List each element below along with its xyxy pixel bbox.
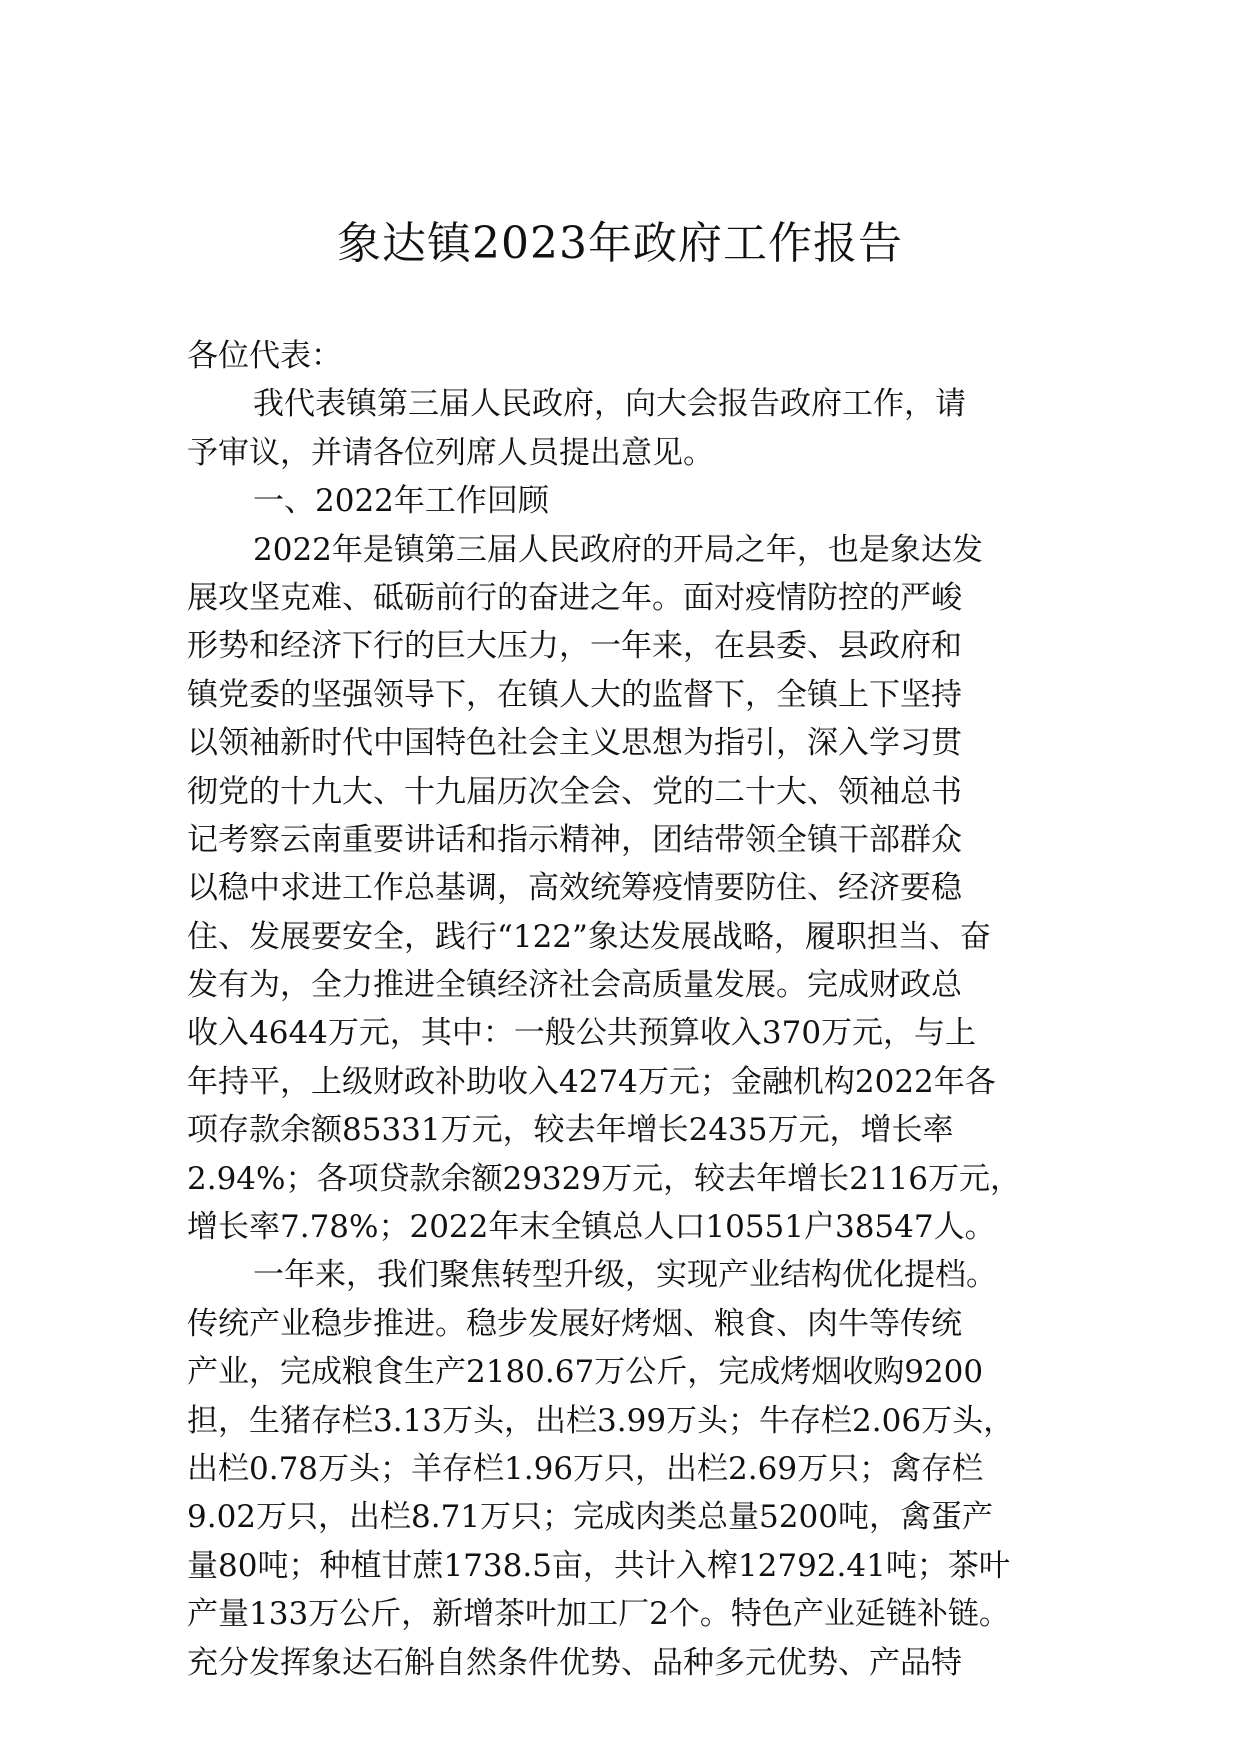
paragraph-line: 予审议，并请各位列席人员提出意见。 bbox=[187, 434, 714, 471]
paragraph-line: 传统产业稳步推进。稳步发展好烤烟、粮食、肉牛等传统 bbox=[187, 1305, 962, 1342]
paragraph-line: 住、发展要安全，践行“122”象达发展战略，履职担当、奋 bbox=[187, 918, 991, 955]
paragraph-line: 发有为，全力推进全镇经济社会高质量发展。完成财政总 bbox=[187, 967, 962, 1004]
paragraph-line: 增长率7.78%；2022年末全镇总人口10551户38547人。 bbox=[187, 1209, 996, 1246]
paragraph-line: 担，生猪存栏3.13万头，出栏3.99万头；牛存栏2.06万头， bbox=[187, 1402, 1015, 1439]
document-title: 象达镇2023年政府工作报告 bbox=[337, 218, 903, 269]
paragraph-line: 彻党的十九大、十九届历次全会、党的二十大、领袖总书 bbox=[187, 773, 962, 810]
paragraph-line: 收入4644万元，其中：一般公共预算收入370万元，与上 bbox=[187, 1015, 977, 1052]
paragraph-line: 我代表镇第三届人民政府，向大会报告政府工作，请 bbox=[253, 386, 966, 423]
section-heading: 一、2022年工作回顾 bbox=[253, 483, 549, 520]
paragraph-line: 产业，完成粮食生产2180.67万公斤，完成烤烟收购9200 bbox=[187, 1354, 984, 1391]
paragraph-line: 形势和经济下行的巨大压力，一年来，在县委、县政府和 bbox=[187, 628, 962, 665]
paragraph-line: 项存款余额85331万元，较去年增长2435万元，增长率 bbox=[187, 1112, 954, 1149]
paragraph-line: 2.94%；各项贷款余额29329万元，较去年增长2116万元， bbox=[187, 1160, 1021, 1197]
paragraph-line: 2022年是镇第三届人民政府的开局之年，也是象达发 bbox=[253, 531, 983, 568]
paragraph-line: 记考察云南重要讲话和指示精神，团结带领全镇干部群众 bbox=[187, 821, 962, 858]
paragraph-line: 以领袖新时代中国特色社会主义思想为指引，深入学习贯 bbox=[187, 725, 962, 762]
paragraph-line: 产量133万公斤，新增茶叶加工厂2个。特色产业延链补链。 bbox=[187, 1596, 1010, 1633]
paragraph-line: 展攻坚克难、砥砺前行的奋进之年。面对疫情防控的严峻 bbox=[187, 579, 962, 616]
salutation-line: 各位代表： bbox=[187, 338, 342, 374]
document-body bbox=[187, 332, 1067, 1687]
paragraph-line: 以稳中求进工作总基调，高效统筹疫情要防住、经济要稳 bbox=[187, 870, 962, 907]
paragraph-line: 出栏0.78万头；羊存栏1.96万只，出栏2.69万只；禽存栏 bbox=[187, 1450, 984, 1487]
paragraph-line: 年持平，上级财政补助收入4274万元；金融机构2022年各 bbox=[187, 1063, 996, 1100]
paragraph-line: 镇党委的坚强领导下，在镇人大的监督下，全镇上下坚持 bbox=[187, 676, 962, 713]
paragraph-line: 9.02万只，出栏8.71万只；完成肉类总量5200吨，禽蛋产 bbox=[187, 1499, 993, 1536]
paragraph-line: 充分发挥象达石斛自然条件优势、品种多元优势、产品特 bbox=[187, 1644, 962, 1681]
paragraph-line: 一年来，我们聚焦转型升级，实现产业结构优化提档。 bbox=[253, 1257, 997, 1294]
paragraph-line: 量80吨；种植甘蔗1738.5亩，共计入榨12792.41吨；茶叶 bbox=[187, 1547, 1010, 1584]
